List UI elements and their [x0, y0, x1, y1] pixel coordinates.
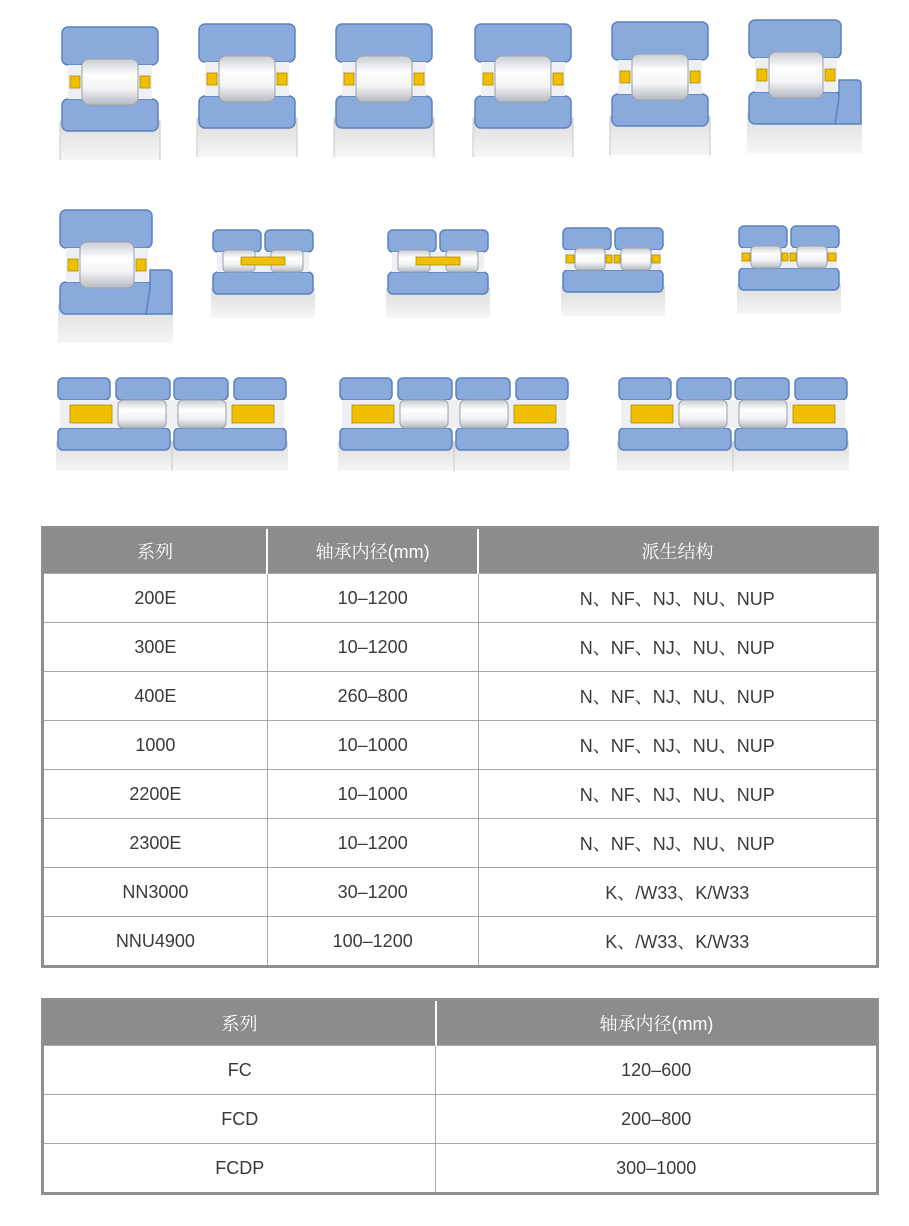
bearing-diagram: [56, 378, 288, 471]
bore-cell: 10–1200: [267, 819, 478, 868]
table-header-row: [43, 528, 878, 574]
bearing-diagram: [747, 20, 862, 153]
bearing-diagram: [473, 24, 573, 157]
bearing-diagram: [60, 27, 160, 160]
bearing-diagram: [334, 24, 434, 157]
bearing-diagram: [617, 378, 849, 471]
derived-cell: N、NF、NJ、NU、NUP: [478, 623, 877, 672]
table-row: [43, 1095, 878, 1144]
bore-cell: 300–1000: [436, 1144, 878, 1194]
bore-cell: 10–1000: [267, 721, 478, 770]
bore-cell: 30–1200: [267, 868, 478, 917]
bore-cell: 100–1200: [267, 917, 478, 967]
series-cell: 1000: [43, 721, 268, 770]
series-cell: 300E: [43, 623, 268, 672]
table-row: [43, 574, 878, 623]
derived-cell: N、NF、NJ、NU、NUP: [478, 770, 877, 819]
bearing-diagrams: [0, 0, 909, 500]
series-cell: 400E: [43, 672, 268, 721]
header-series: 系列: [43, 528, 268, 574]
header-bore-diameter: 轴承内径(mm): [436, 1000, 878, 1046]
table-row: [43, 721, 878, 770]
bearing-diagram: [737, 226, 841, 314]
bearing-series-table: [41, 526, 879, 968]
bearing-diagram: [561, 228, 665, 316]
derived-cell: N、NF、NJ、NU、NUP: [478, 819, 877, 868]
bearing-diagram: [211, 230, 315, 318]
bearing-diagram: [338, 378, 570, 471]
bearing-diagram: [58, 210, 173, 343]
series-cell: NNU4900: [43, 917, 268, 967]
table-row: [43, 819, 878, 868]
bearing-diagram: [386, 230, 490, 318]
derived-cell: K、/W33、K/W33: [478, 917, 877, 967]
bore-cell: 10–1200: [267, 574, 478, 623]
table-row: [43, 770, 878, 819]
table-row: [43, 1144, 878, 1194]
series-cell: 200E: [43, 574, 268, 623]
series-cell: 2200E: [43, 770, 268, 819]
four-row-series-table: [41, 998, 879, 1195]
table-row: [43, 868, 878, 917]
series-cell: FCD: [43, 1095, 436, 1144]
bore-cell: 260–800: [267, 672, 478, 721]
table-row: [43, 672, 878, 721]
derived-cell: K、/W33、K/W33: [478, 868, 877, 917]
derived-cell: N、NF、NJ、NU、NUP: [478, 721, 877, 770]
series-cell: 2300E: [43, 819, 268, 868]
bore-cell: 10–1200: [267, 623, 478, 672]
derived-cell: N、NF、NJ、NU、NUP: [478, 672, 877, 721]
bearing-diagram: [610, 22, 710, 155]
table-header-row: [43, 1000, 878, 1046]
table-row: [43, 917, 878, 967]
header-series: 系列: [43, 1000, 436, 1046]
series-cell: NN3000: [43, 868, 268, 917]
bore-cell: 200–800: [436, 1095, 878, 1144]
bearing-diagram: [197, 24, 297, 157]
header-bore-diameter: 轴承内径(mm): [267, 528, 478, 574]
bore-cell: 120–600: [436, 1046, 878, 1095]
table-row: [43, 623, 878, 672]
series-cell: FC: [43, 1046, 436, 1095]
table-row: [43, 1046, 878, 1095]
header-derived-structures: 派生结构: [478, 528, 877, 574]
bore-cell: 10–1000: [267, 770, 478, 819]
derived-cell: N、NF、NJ、NU、NUP: [478, 574, 877, 623]
series-cell: FCDP: [43, 1144, 436, 1194]
